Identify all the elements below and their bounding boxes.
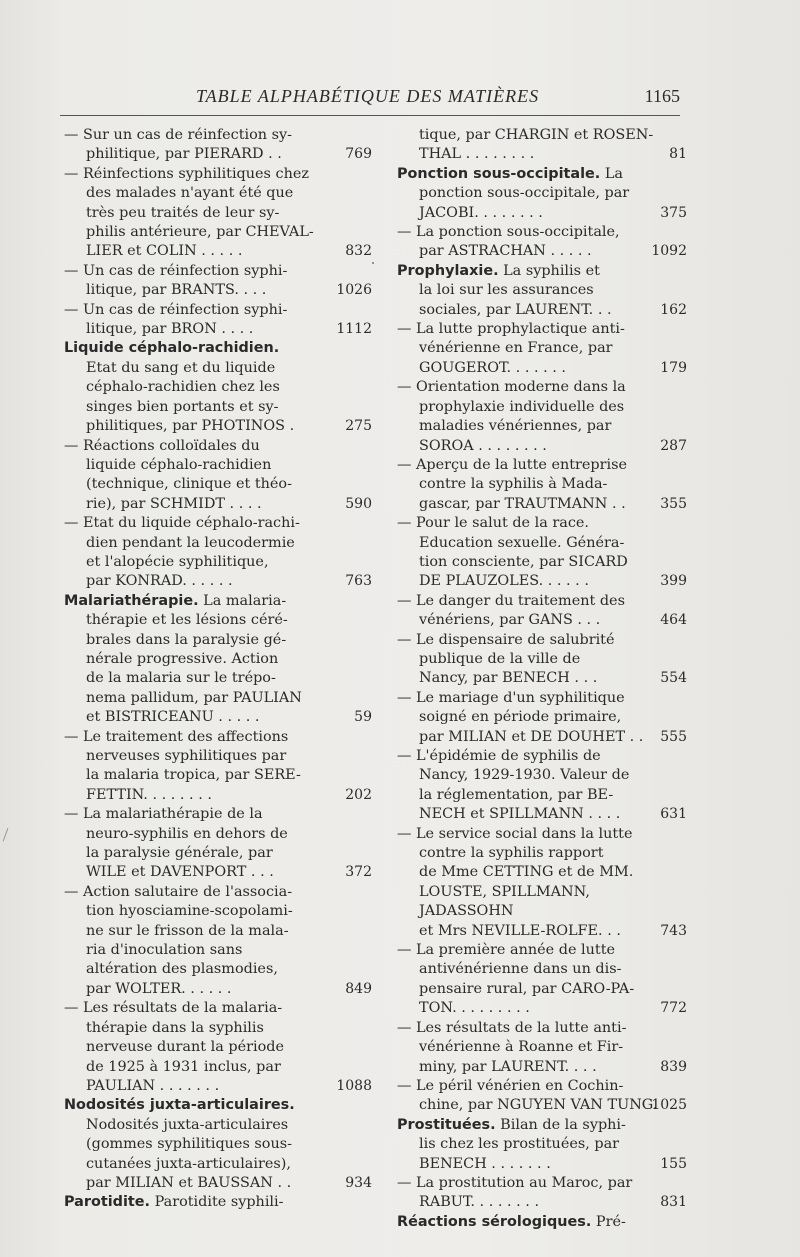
page-reference: 832 <box>345 243 372 260</box>
page-reference: 162 <box>660 301 687 318</box>
index-entry <box>397 1019 687 1077</box>
entry-line: litique, par BRANTS. . . . 1026 <box>64 281 364 300</box>
entry-line: tique, par CHARGIN et ROSEN- <box>419 127 654 143</box>
entry-line: LOUSTE, SPILLMANN, JADASSOHN <box>419 883 590 920</box>
index-entry <box>397 631 687 689</box>
entry-line: — Etat du liquide céphalo-rachi- <box>64 515 300 532</box>
entry-line: THAL . . . . . . . . 81 <box>397 145 667 164</box>
page-number: 1165 <box>644 86 680 106</box>
heading-continuation: Parotidite syphili- <box>150 1194 284 1211</box>
entry-line: la malaria tropica, par SERE- <box>86 767 301 784</box>
page-reference: 555 <box>660 728 687 745</box>
entry-line: philitiques, par PHOTINOS . 275 <box>64 417 364 436</box>
entry-line: DE PLAUZOLES. . . . . . 399 <box>397 572 667 591</box>
page-reference: 355 <box>660 495 687 512</box>
heading-continuation: La malaria- <box>198 592 287 609</box>
heading-continuation: Pré- <box>591 1213 626 1230</box>
entry-line: par MILIAN et DE DOUHET . . 555 <box>397 728 667 747</box>
entry-line: miny, par LAURENT. . . . 839 <box>397 1058 667 1077</box>
index-entry <box>397 126 687 165</box>
page-reference: 743 <box>660 922 687 939</box>
index-entry <box>397 223 687 262</box>
entry-line: ponction sous-occipitale, par <box>419 185 630 202</box>
page-reference: 155 <box>660 1155 687 1172</box>
entry-line: vénériens, par GANS . . . 464 <box>397 611 667 630</box>
entry-line: des malades n'ayant été que <box>86 185 294 202</box>
entry-line: brales dans la paralysie gé- <box>86 631 287 648</box>
entry-line: tion hyosciamine-scopolami- <box>86 903 293 920</box>
entry-line: — Les résultats de la lutte anti- <box>397 1019 627 1036</box>
entry-line: — La lutte prophylactique anti- <box>397 321 625 338</box>
entry-line: de Mme CETTING et de MM. <box>419 864 634 881</box>
entry-line: sociales, par LAURENT. . . 162 <box>397 301 667 320</box>
index-heading: Parotidite. <box>64 1194 151 1211</box>
entry-line: LIER et COLIN . . . . . 832 <box>64 242 364 261</box>
entry-line: thérapie et les lésions céré- <box>86 612 288 629</box>
entry-line: et Mrs NEVILLE-ROLFE. . . 743 <box>397 922 667 941</box>
page-reference: 631 <box>660 806 687 823</box>
page-reference: 831 <box>660 1194 687 1211</box>
entry-line: céphalo-rachidien chez les <box>86 379 280 396</box>
index-entry <box>397 825 687 941</box>
index-heading-entry <box>64 339 372 436</box>
entry-line: Education sexuelle. Généra- <box>419 534 625 551</box>
entry-line: Nodosités juxta-articulaires <box>86 1116 289 1133</box>
entry-line: contre la syphilis rapport <box>419 845 604 862</box>
index-heading-entry <box>64 1193 364 1212</box>
page-reference: 464 <box>660 612 687 629</box>
entry-line <box>64 592 364 611</box>
index-entry <box>397 1077 687 1116</box>
index-heading-entry <box>64 592 372 728</box>
entry-line: nema pallidum, par PAULIAN <box>86 689 302 706</box>
entry-line: RABUT. . . . . . . . 831 <box>397 1193 667 1212</box>
index-entry <box>64 301 372 340</box>
entry-line: nerveuses syphilitiques par <box>86 748 287 764</box>
index-entry <box>397 1174 687 1213</box>
entry-line: — Le mariage d'un syphilitique <box>397 689 625 706</box>
entry-line: altération des plasmodies, <box>86 961 278 978</box>
page-reference: 590 <box>345 495 372 512</box>
entry-line: — L'épidémie de syphilis de <box>397 748 601 764</box>
entry-line: WILE et DAVENPORT . . . 372 <box>64 863 364 882</box>
entry-line: par WOLTER. . . . . . 849 <box>64 980 364 999</box>
entry-line: PAULIAN . . . . . . . 1088 <box>64 1077 364 1096</box>
entry-line: de 1925 à 1931 inclus, par <box>86 1058 281 1075</box>
speck <box>372 262 374 264</box>
header-title: TABLE ALPHABÉTIQUE DES MATIÈRES <box>196 86 540 106</box>
index-heading-entry <box>397 262 687 320</box>
entry-line <box>397 1213 667 1232</box>
header-rule <box>60 115 680 116</box>
entry-line: liquide céphalo-rachidien <box>86 456 272 473</box>
entry-line: neuro-syphilis en dehors de <box>86 825 288 842</box>
index-heading: Liquide céphalo-rachidien. <box>64 340 280 357</box>
page-reference: 372 <box>345 864 372 881</box>
page-reference: 202 <box>345 786 372 803</box>
entry-line: rie), par SCHMIDT . . . . 590 <box>64 495 364 514</box>
entry-line: contre la syphilis à Mada- <box>419 476 608 493</box>
entry-line <box>397 262 667 281</box>
index-entry <box>64 999 372 1096</box>
entry-line: cutanées juxta-articulaires), <box>86 1155 291 1172</box>
entry-line: NECH et SPILLMANN . . . . 631 <box>397 805 667 824</box>
entry-line: prophylaxie individuelle des <box>419 398 625 415</box>
index-entry <box>64 437 372 515</box>
entry-line: nérale progressive. Action <box>86 650 279 667</box>
entry-line: JACOBI. . . . . . . . 375 <box>397 204 667 223</box>
entry-line: ne sur le frisson de la mala- <box>86 922 289 939</box>
entry-line: — La ponction sous-occipitale, <box>397 224 620 241</box>
page-reference: 287 <box>660 437 687 454</box>
page-reference: 275 <box>345 418 372 435</box>
entry-line: — Le service social dans la lutte <box>397 825 633 842</box>
index-heading: Prostituées. <box>397 1116 496 1133</box>
entry-line: GOUGEROT. . . . . . . 179 <box>397 359 667 378</box>
index-entry <box>64 262 372 301</box>
entry-line: Nancy, 1929-1930. Valeur de <box>419 767 630 784</box>
index-entry <box>64 514 372 592</box>
index-entry <box>397 592 687 631</box>
entry-line: vénérienne en France, par <box>419 340 613 357</box>
entry-line: par KONRAD. . . . . . 763 <box>64 572 364 591</box>
index-entry <box>397 941 687 1019</box>
page-reference: 179 <box>660 359 687 376</box>
entry-line: — Le traitement des affections <box>64 728 289 745</box>
entry-line: de la malaria sur le trépo- <box>86 670 276 687</box>
entry-line: par ASTRACHAN . . . . . 1092 <box>397 242 667 261</box>
entry-line: dien pendant la leucodermie <box>86 534 295 551</box>
heading-continuation: La <box>600 165 623 182</box>
entry-line: FETTIN. . . . . . . . 202 <box>64 786 364 805</box>
index-entry <box>64 126 372 165</box>
entry-line: Nancy, par BENECH . . . 554 <box>397 669 667 688</box>
entry-line: soigné en période primaire, <box>419 709 622 726</box>
page-reference: 1026 <box>336 282 372 299</box>
entry-line <box>64 339 364 358</box>
index-heading: Prophylaxie. <box>397 262 499 279</box>
page-reference: 1025 <box>651 1097 687 1114</box>
entry-line: SOROA . . . . . . . . 287 <box>397 437 667 456</box>
entry-line: ria d'inoculation sans <box>86 942 243 959</box>
entry-line: publique de la ville de <box>419 650 581 667</box>
entry-line: pensaire rural, par CARO-PA- <box>419 980 635 997</box>
index-heading-entry <box>397 1213 667 1232</box>
entry-line: BENECH . . . . . . . 155 <box>397 1155 667 1174</box>
entry-line: litique, par BRON . . . . 1112 <box>64 320 364 339</box>
entry-line: — Sur un cas de réinfection sy- <box>64 127 292 143</box>
page-reference: 375 <box>660 204 687 221</box>
page-reference: 554 <box>660 670 687 687</box>
page-reference: 1092 <box>651 243 687 260</box>
index-entry <box>64 165 372 262</box>
index-heading: Réactions sérologiques. <box>397 1213 592 1230</box>
page-reference: 59 <box>354 709 372 726</box>
index-entry <box>397 378 687 456</box>
entry-line: la paralysie générale, par <box>86 845 273 862</box>
entry-line: la réglementation, par BE- <box>419 786 614 803</box>
entry-line: vénérienne à Roanne et Fir- <box>419 1039 624 1056</box>
entry-line: gascar, par TRAUTMANN . . 355 <box>397 495 667 514</box>
entry-line: (gommes syphilitiques sous- <box>86 1136 292 1153</box>
entry-line: Etat du sang et du liquide <box>86 359 276 376</box>
entry-line: et BISTRICEANU . . . . . 59 <box>64 708 364 727</box>
index-entry <box>397 320 687 378</box>
entry-line: et l'alopécie syphilitique, <box>86 553 269 570</box>
entry-line: très peu traités de leur sy- <box>86 204 280 221</box>
index-heading-entry <box>397 1116 687 1174</box>
index-entry <box>64 805 372 883</box>
entry-line: tion consciente, par SICARD <box>419 553 628 570</box>
entry-line: maladies vénériennes, par <box>419 418 612 435</box>
page-reference: 769 <box>345 146 372 163</box>
entry-line: — Aperçu de la lutte entreprise <box>397 456 628 473</box>
entry-line: — Orientation moderne dans la <box>397 379 626 396</box>
entry-line <box>64 1096 364 1115</box>
entry-line <box>64 1193 364 1212</box>
index-entry <box>397 456 687 514</box>
entry-line: chine, par NGUYEN VAN TUNG. 1025 <box>397 1096 667 1115</box>
page-reference: 399 <box>660 573 687 590</box>
index-heading: Nodosités juxta-articulaires. <box>64 1097 295 1114</box>
page-reference: 81 <box>669 146 687 163</box>
entry-line: — Un cas de réinfection syphi- <box>64 262 288 279</box>
right-column <box>397 126 687 1232</box>
page-reference: 763 <box>345 573 372 590</box>
index-heading-entry <box>64 1096 372 1193</box>
entry-line: philitique, par PIERARD . . 769 <box>64 145 364 164</box>
page-reference: 839 <box>660 1058 687 1075</box>
entry-line: — La malariathérapie de la <box>64 806 263 823</box>
page-reference: 934 <box>345 1174 372 1191</box>
entry-line: singes bien portants et sy- <box>86 398 279 415</box>
index-heading: Malariathérapie. <box>64 592 199 609</box>
entry-line: — Le danger du traitement des <box>397 592 625 609</box>
entry-line: — Le péril vénérien en Cochin- <box>397 1077 624 1094</box>
heading-continuation: Bilan de la syphi- <box>495 1116 626 1133</box>
entry-line: — Un cas de réinfection syphi- <box>64 301 288 318</box>
entry-line: — La première année de lutte <box>397 942 615 959</box>
running-header <box>60 86 680 110</box>
index-heading-entry <box>397 165 687 223</box>
entry-line: — Action salutaire de l'associa- <box>64 883 293 900</box>
entry-line: — Réinfections syphilitiques chez <box>64 165 309 182</box>
index-entry <box>397 747 687 825</box>
index-entry <box>64 728 372 806</box>
entry-line <box>397 165 667 184</box>
entry-line: thérapie dans la syphilis <box>86 1019 264 1036</box>
entry-line: philis antérieure, par CHEVAL- <box>86 224 314 241</box>
entry-line: TON. . . . . . . . . 772 <box>397 999 667 1018</box>
entry-line: — La prostitution au Maroc, par <box>397 1174 633 1191</box>
entry-line: antivénérienne dans un dis- <box>419 961 622 978</box>
entry-line: la loi sur les assurances <box>419 282 594 299</box>
index-entry <box>397 689 687 747</box>
heading-continuation: La syphilis et <box>498 262 600 279</box>
page-reference: 772 <box>660 1000 687 1017</box>
page-reference: 849 <box>345 980 372 997</box>
entry-line: par MILIAN et BAUSSAN . . 934 <box>64 1174 364 1193</box>
entry-line: — Les résultats de la malaria- <box>64 1000 283 1017</box>
index-heading: Ponction sous-occipitale. <box>397 165 601 182</box>
entry-line <box>397 1116 667 1135</box>
index-entry <box>397 514 687 592</box>
margin-mark <box>3 828 11 842</box>
entry-line: nerveuse durant la période <box>86 1039 284 1056</box>
entry-line: — Réactions colloïdales du <box>64 437 260 454</box>
entry-line: lis chez les prostituées, par <box>419 1136 620 1153</box>
page-reference: 1112 <box>336 321 372 338</box>
entry-line: (technique, clinique et théo- <box>86 476 292 493</box>
left-column <box>64 126 372 1213</box>
entry-line: — Pour le salut de la race. <box>397 515 590 532</box>
entry-line: — Le dispensaire de salubrité <box>397 631 615 648</box>
index-entry <box>64 883 372 999</box>
page-reference: 1088 <box>336 1077 372 1094</box>
